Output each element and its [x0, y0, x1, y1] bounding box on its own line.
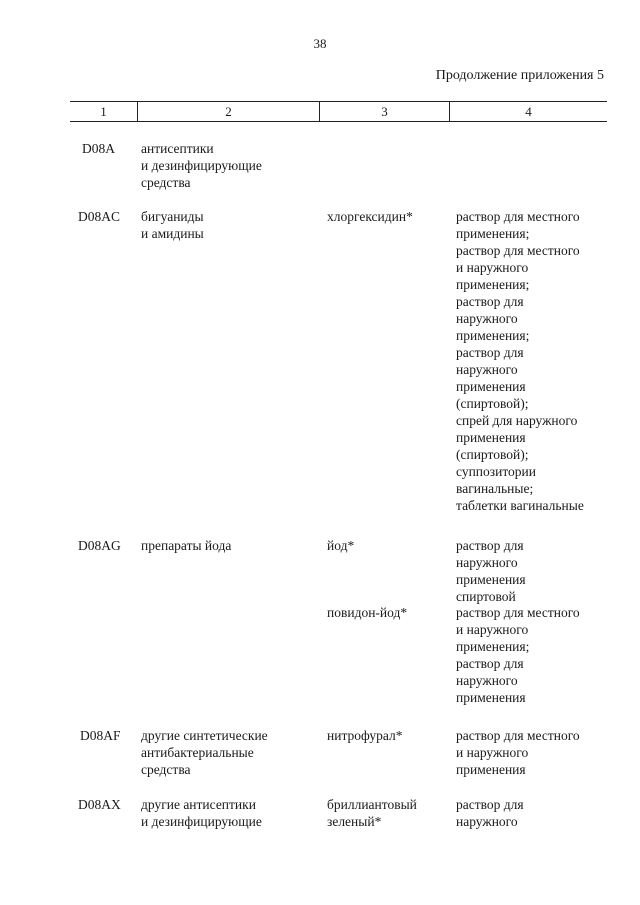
group-name: бигуаниды и амидины [141, 209, 204, 241]
dosage-form: раствор для наружного применения спиртовой [456, 538, 526, 604]
atc-code: D08AF [80, 728, 121, 743]
drug-name: нитрофурал* [327, 728, 403, 743]
header-cell-1: 1 [70, 102, 138, 121]
dosage-form: раствор для местного применения; раствор для местного и наружного применения; раствор для наружного применения; раствор для наружного применения (спиртовой); спрей для наружного применения (спиртовой); суппозитории вагинальные; таблетки вагинальные [456, 209, 584, 513]
atc-code: D08AX [78, 797, 121, 812]
group-name: антисептики и дезинфицирующие средства [141, 141, 262, 190]
drug-name: повидон-йод* [327, 605, 408, 620]
group-name: другие антисептики и дезинфицирующие [141, 797, 262, 829]
group-name: другие синтетические антибактериальные средства [141, 728, 268, 777]
dosage-form: раствор для местного и наружного применения [456, 728, 580, 777]
atc-code: D08A [82, 141, 115, 156]
header-cell-2: 2 [138, 102, 320, 121]
atc-code: D08AG [78, 538, 121, 553]
drug-name: йод* [327, 538, 355, 553]
page-number: 38 [313, 36, 327, 51]
dosage-form: раствор для наружного [456, 797, 524, 829]
atc-code: D08AC [78, 209, 121, 224]
header-cell-3: 3 [320, 102, 450, 121]
group-name: препараты йода [141, 538, 232, 553]
drug-name: хлоргексидин* [327, 209, 413, 224]
continuation-label: Продолжение приложения 5 [435, 68, 604, 83]
dosage-form: раствор для местного и наружного применения; раствор для наружного применения [456, 605, 580, 705]
table-header [70, 101, 607, 122]
header-cell-4: 4 [525, 104, 532, 119]
drug-name: бриллиантовый зеленый* [327, 797, 417, 829]
